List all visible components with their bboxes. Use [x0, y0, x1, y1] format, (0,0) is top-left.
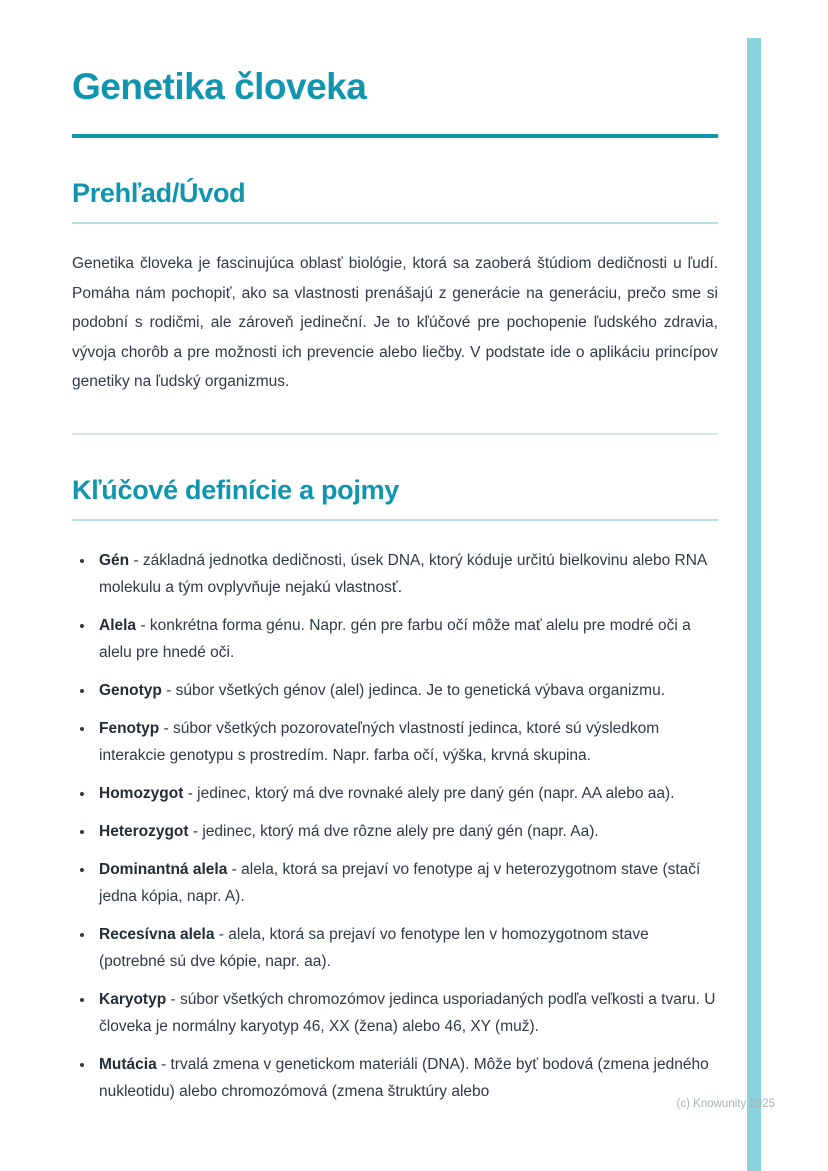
- term-label: Recesívna alela: [99, 925, 215, 943]
- term-definition: - súbor všetkých génov (alel) jedinca. Je to genetická výbava organizmu.: [166, 681, 666, 699]
- definitions-list: [72, 547, 718, 1105]
- overview-paragraph: Genetika človeka je fascinujúca oblasť biológie, ktorá sa zaoberá štúdiom dedičnosti u ľudí. Pomáha nám pochopiť, ako sa vlastnosti prenášajú z generácie na generáciu, prečo sme si podobní s rodičmi, ale zároveň jedineční. Je to kľúčové pre pochopenie ľudského zdravia, vývoja chorôb a pre možnosti ich prevencie alebo liečby. V podstate ide o aplikáciu princípov genetiky na ľudský organizmus.: [72, 255, 718, 390]
- section-heading-definitions: Kľúčové definície a pojmy: [72, 474, 399, 505]
- term-definition: - súbor všetkých pozorovateľných vlastností jedinca, ktoré sú výsledkom interakcie genotypu s prostredím. Napr. farba očí, výška, krvná skupina.: [99, 719, 660, 764]
- list-item: [95, 612, 718, 666]
- overview-heading-underline: [72, 222, 718, 224]
- side-accent-bar: [747, 38, 761, 1171]
- section-heading-overview: Prehľad/Úvod: [72, 178, 246, 208]
- term-label: Alela: [99, 616, 137, 634]
- title-rule: [72, 134, 718, 138]
- page-title: Genetika človeka: [72, 66, 367, 107]
- term-definition: - jedinec, ktorý má dve rôzne alely pre daný gén (napr. Aa).: [192, 822, 599, 840]
- term-label: Karyotyp: [99, 990, 167, 1008]
- term-definition: - alela, ktorá sa prejaví vo fenotype aj v heterozygotnom stave (stačí jedna kópia, napr. A).: [99, 860, 701, 905]
- footer-credit: (c) Knowunity 2025: [676, 1098, 775, 1110]
- list-item: [95, 780, 718, 807]
- term-label: Gén: [99, 551, 130, 569]
- list-item: [95, 818, 718, 845]
- term-label: Homozygot: [99, 784, 184, 802]
- list-item: [95, 856, 718, 910]
- list-item: [95, 547, 718, 601]
- term-label: Dominantná alela: [99, 860, 228, 878]
- term-definition: - základná jednotka dedičnosti, úsek DNA, ktorý kóduje určitú bielkovinu alebo RNA molekulu a tým ovplyvňuje nejakú vlastnosť.: [99, 551, 707, 596]
- definitions-heading-underline: [72, 519, 718, 521]
- list-item: [95, 986, 718, 1040]
- section-divider: [72, 433, 718, 435]
- document-page: [72, 0, 718, 1116]
- list-item: [95, 921, 718, 975]
- term-definition: - trvalá zmena v genetickom materiáli (DNA). Môže byť bodová (zmena jedného nukleotidu) alebo chromozómová (zmena štruktúry alebo: [99, 1055, 709, 1100]
- term-definition: - súbor všetkých chromozómov jedinca usporiadaných podľa veľkosti a tvaru. U človeka je normálny karyotyp 46, XX (žena) alebo 46, XY (muž).: [99, 990, 716, 1035]
- term-definition: - konkrétna forma génu. Napr. gén pre farbu očí môže mať alelu pre modré oči a alelu pre hnedé oči.: [99, 616, 691, 661]
- list-item: [95, 677, 718, 704]
- list-item: [95, 715, 718, 769]
- term-label: Fenotyp: [99, 719, 160, 737]
- term-label: Genotyp: [99, 681, 162, 699]
- term-label: Heterozygot: [99, 822, 189, 840]
- term-definition: - jedinec, ktorý má dve rovnaké alely pre daný gén (napr. AA alebo aa).: [187, 784, 675, 802]
- term-definition: - alela, ktorá sa prejaví vo fenotype len v homozygotnom stave (potrebné sú dve kópie, napr. aa).: [99, 925, 649, 970]
- list-item: [95, 1051, 718, 1105]
- term-label: Mutácia: [99, 1055, 157, 1073]
